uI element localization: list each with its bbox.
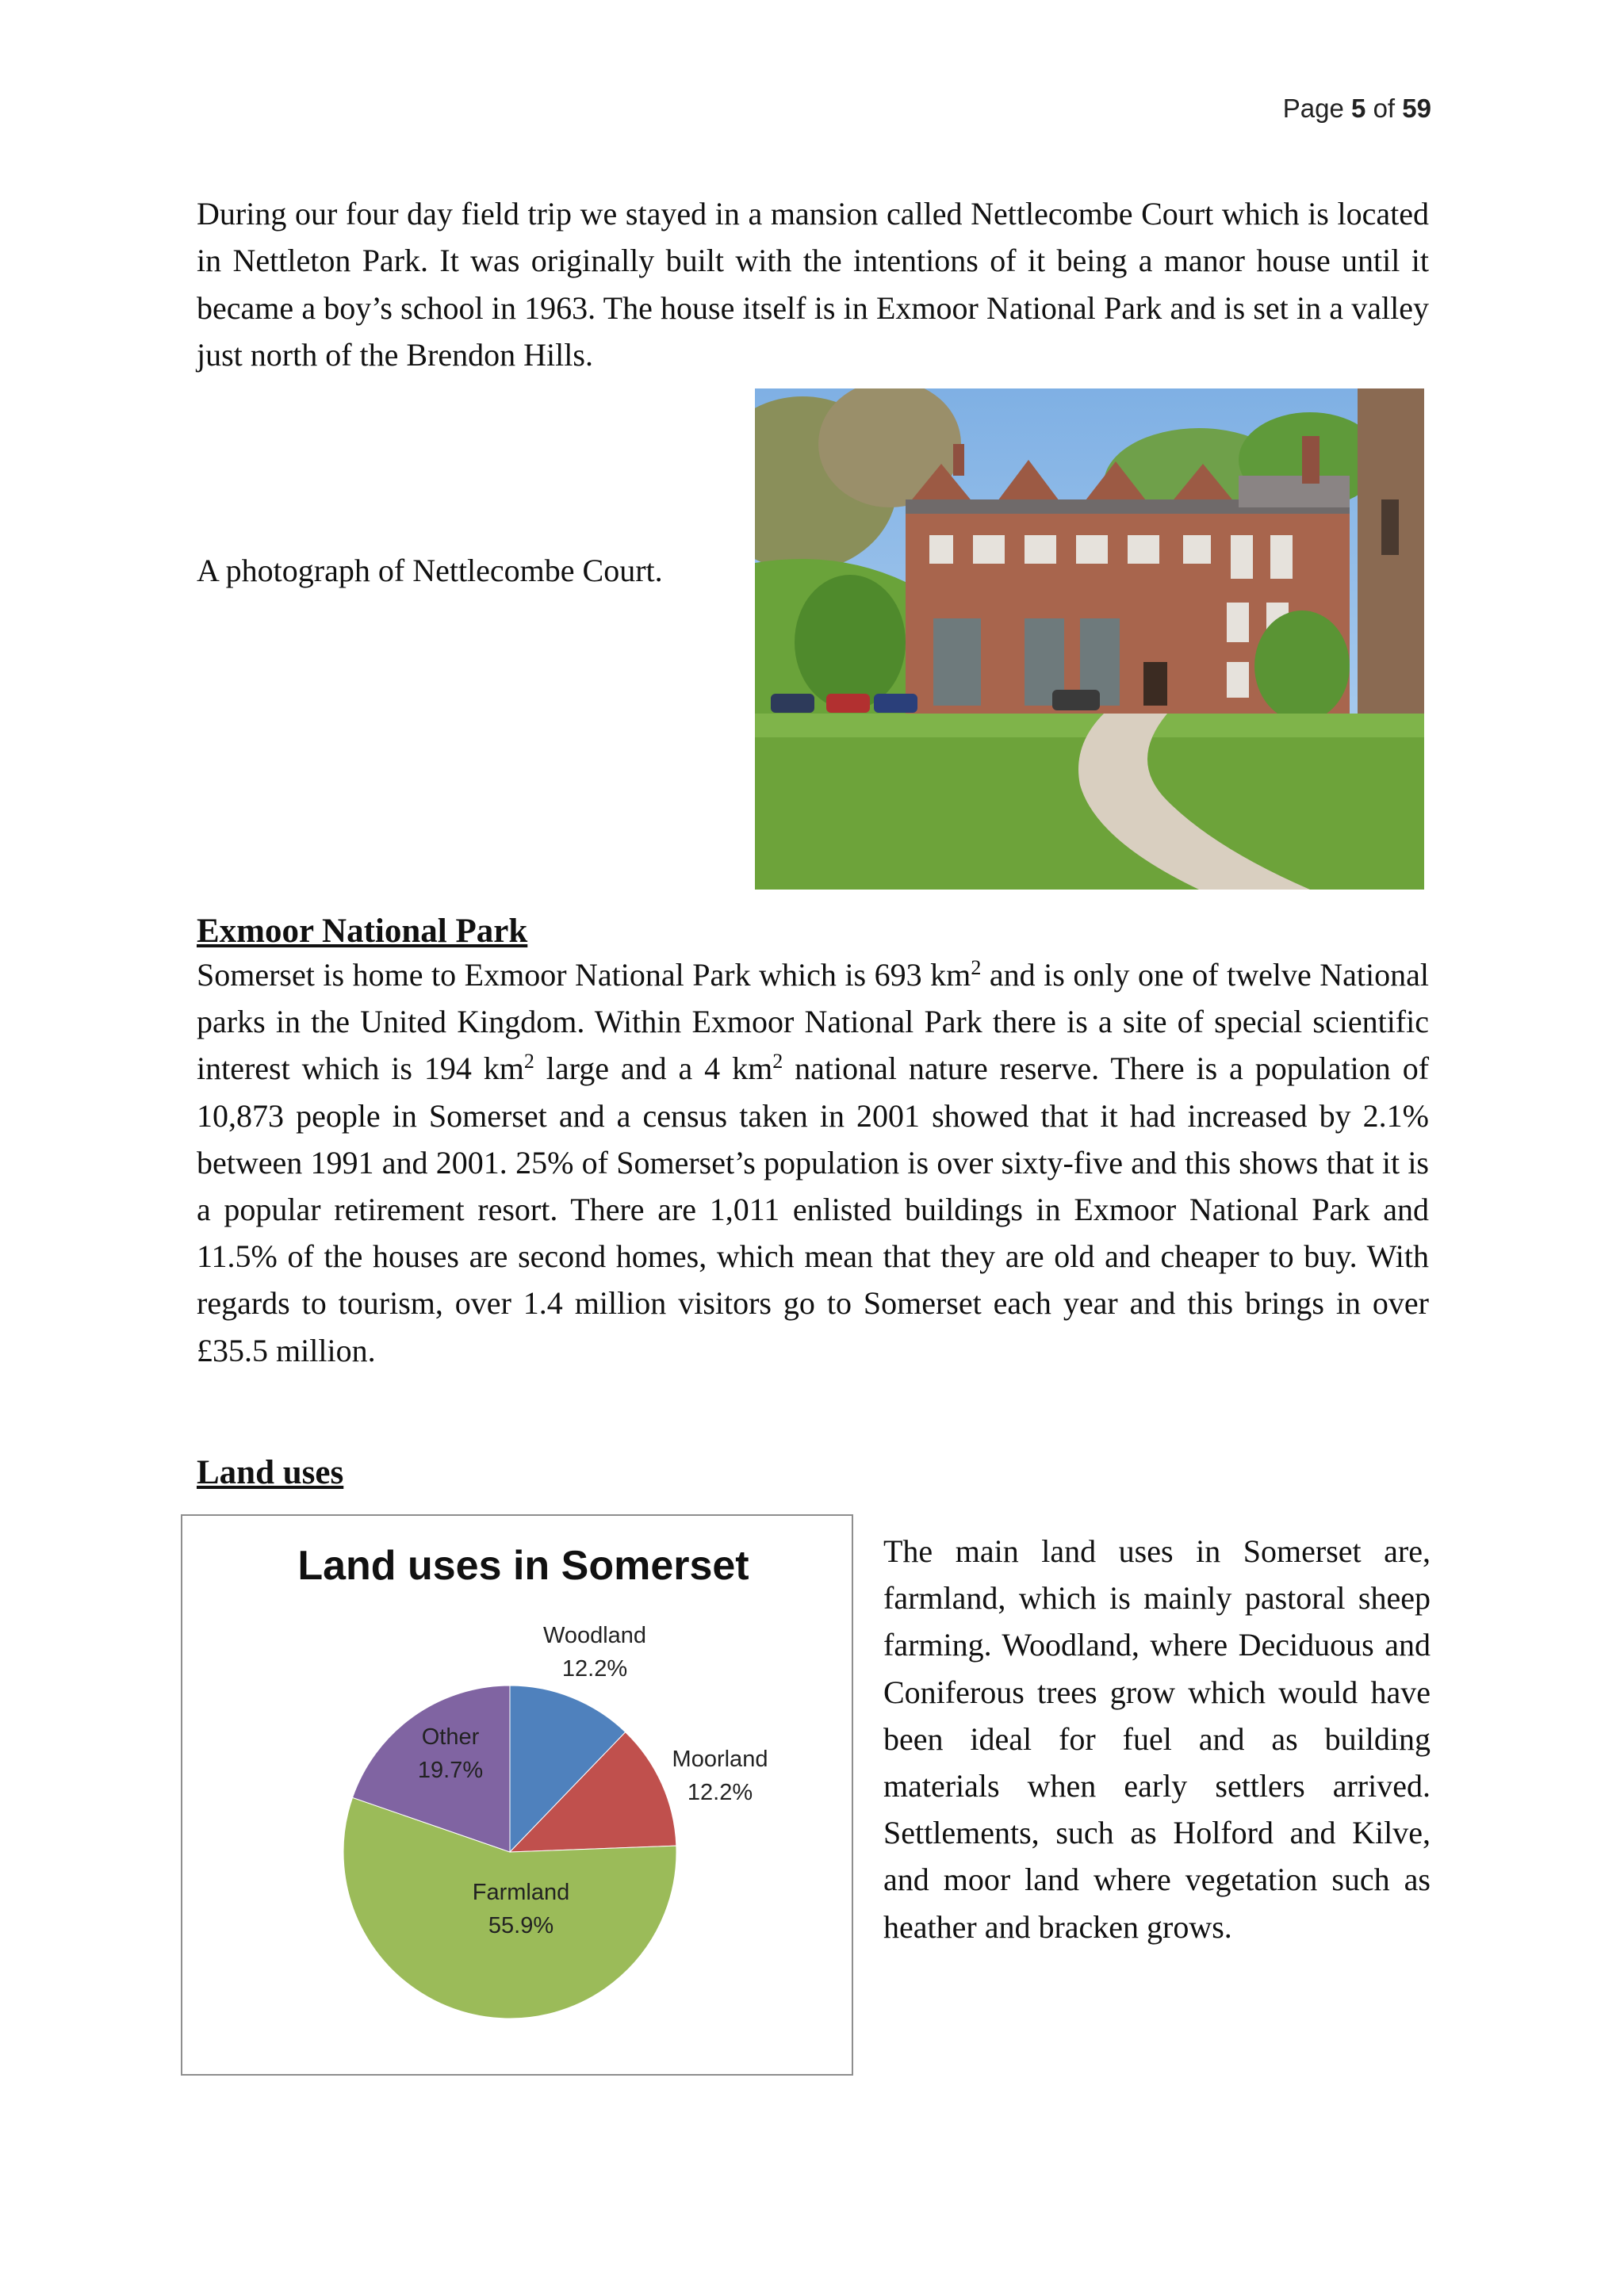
photo-illustration (755, 388, 1424, 890)
photo-caption: A photograph of Nettlecombe Court. (197, 553, 663, 588)
slice-label-farmland: Farmland 55.9% (472, 1880, 570, 1938)
exmoor-heading: Exmoor National Park (197, 913, 528, 950)
exmoor-text-3: large and a 4 km (534, 1050, 773, 1087)
land-use-chart (181, 1514, 853, 2076)
page-of: of (1373, 94, 1396, 123)
chart-title: Land uses in Somerset (297, 1543, 749, 1589)
right-tree (1254, 610, 1350, 721)
page-prefix: Page (1282, 94, 1344, 123)
page-current: 5 (1351, 94, 1366, 123)
intro-paragraph: During our four day field trip we stayed in a mansion called Nettlecombe Court which is located in Nettleton Park. It was originally built with the intentions of it being a manor house until it became a boy’s school in 1963. The house itself is in Exmoor National Park and is set in a valley just north of the Brendon Hills. (197, 196, 1429, 373)
page-total: 59 (1402, 94, 1431, 123)
superscript-3: 2 (772, 1050, 783, 1073)
exmoor-text-1: Somerset is home to Exmoor National Park which is 693 km (197, 957, 971, 993)
exmoor-text-2: and is only one of twelve National parks in the United Kingdom. Within Exmoor National Park there is a site of special scientific interest which is 194 km (197, 957, 1430, 1087)
slice-label-woodland: Woodland 12.2% (542, 1623, 647, 1682)
nettlecombe-court-photo (755, 388, 1424, 890)
land-uses-paragraph: The main land uses in Somerset are, farmland, which is mainly pastoral sheep farming. Woodland, where Deciduous and Coniferous trees grow which would have been ideal for fuel and as building materials when early settlers arrived. Settlements, such as Holford and Kilve, and moor land where vegetation such as heather and bracken grows. (883, 1533, 1431, 1945)
slice-label-moorland: Moorland 12.2% (672, 1747, 768, 1805)
chart-svg (182, 1516, 852, 2074)
slice-label-other: Other 19.7% (417, 1724, 484, 1783)
exmoor-text-4: national nature reserve. There is a population of 10,873 people in Somerset and a census taken in 2001 showed that it had increased by 2.1% between 1991 and 2001. 25% of Somerset’s population is over sixty-five and this shows that it is a popular retirement resort. There are 1,011 enlisted buildings in Exmoor National Park and 11.5% of the houses are second homes, which mean that they are old and cheaper to buy. With regards to tourism, over 1.4 million visitors go to Somerset each year and this brings in over £35.5 million. (197, 1050, 1430, 1368)
land-uses-heading: Land uses (197, 1454, 344, 1491)
left-tree (795, 575, 906, 710)
superscript-1: 2 (971, 956, 982, 979)
exmoor-paragraph (197, 951, 1429, 1374)
superscript-2: 2 (523, 1050, 534, 1073)
tower (1358, 388, 1424, 761)
page-number (1283, 94, 1431, 124)
